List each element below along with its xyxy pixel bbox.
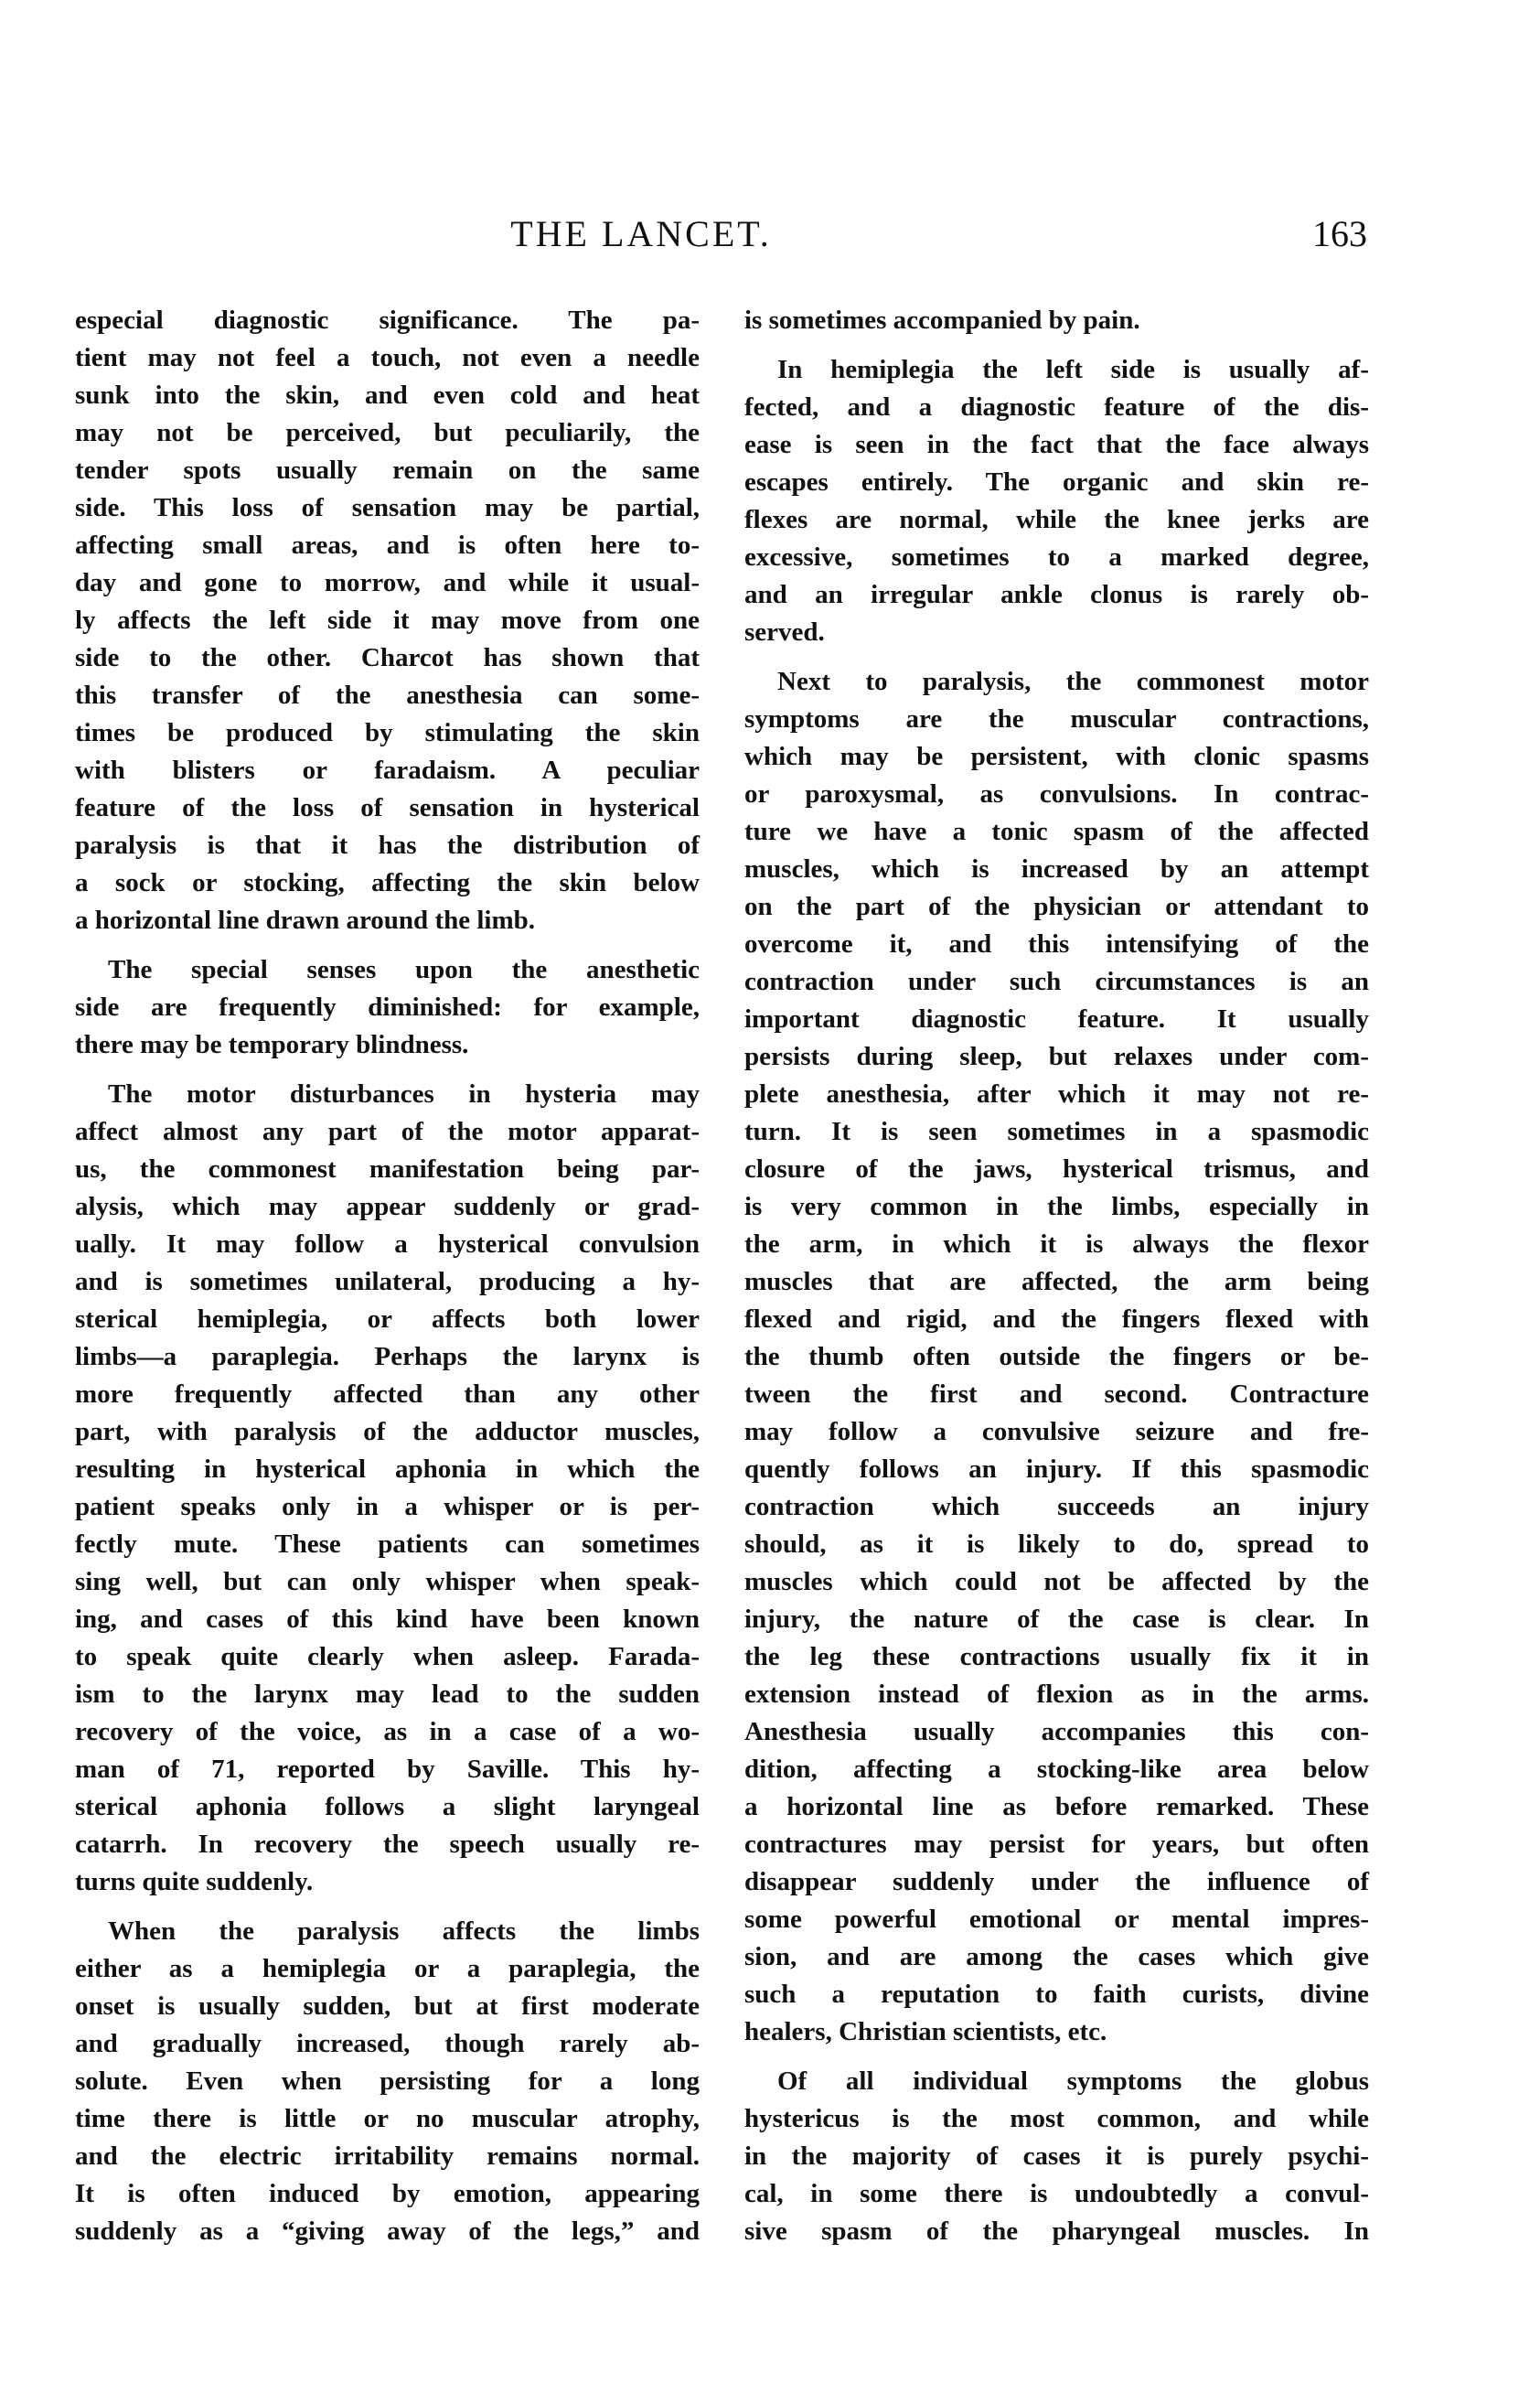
text-line: injury, the nature of the case is clear. In <box>744 1605 1369 1634</box>
text-line: catarrh. In recovery the speech usually re- <box>75 1830 700 1859</box>
text-line: the arm, in which it is always the flexor <box>744 1229 1369 1259</box>
text-line: sterical aphonia follows a slight laryngeal <box>75 1792 700 1821</box>
text-line: is very common in the limbs, especially in <box>744 1192 1369 1221</box>
paragraph <box>75 1076 700 1901</box>
text-line: such a reputation to faith curists, divine <box>744 1980 1369 2009</box>
text-line: fectly mute. These patients can sometimes <box>75 1530 700 1559</box>
paragraph <box>75 302 700 939</box>
text-line: side to the other. Charcot has shown that <box>75 643 700 672</box>
text-line: sterical hemiplegia, or affects both lower <box>75 1304 700 1334</box>
text-line: contractures may persist for years, but often <box>744 1830 1369 1859</box>
text-line: cal, in some there is undoubtedly a convul- <box>744 2179 1369 2208</box>
text-line: day and gone to morrow, and while it usual- <box>75 568 700 597</box>
text-line: tender spots usually remain on the same <box>75 456 700 485</box>
text-line: recovery of the voice, as in a case of a wo- <box>75 1717 700 1746</box>
paragraph <box>75 1913 700 2250</box>
text-line: plete anesthesia, after which it may not re- <box>744 1079 1369 1109</box>
text-line: tween the first and second. Contracture <box>744 1379 1369 1409</box>
text-line: symptoms are the muscular contractions, <box>744 704 1369 734</box>
text-line: which may be persistent, with clonic spasms <box>744 742 1369 771</box>
text-line: It is often induced by emotion, appearing <box>75 2179 700 2208</box>
text-line: ism to the larynx may lead to the sudden <box>75 1680 700 1709</box>
text-line: dition, affecting a stocking-like area below <box>744 1755 1369 1784</box>
running-title: THE LANCET. <box>510 213 772 254</box>
text-line: Next to paralysis, the commonest motor <box>777 667 1369 696</box>
text-line: important diagnostic feature. It usually <box>744 1004 1369 1034</box>
text-line: feature of the loss of sensation in hysterical <box>75 793 700 822</box>
text-line: man of 71, reported by Saville. This hy- <box>75 1755 700 1784</box>
text-line: may not be perceived, but peculiarily, the <box>75 418 700 447</box>
text-line: overcome it, and this intensifying of the <box>744 929 1369 959</box>
text-line: The special senses upon the anesthetic <box>108 955 700 984</box>
text-line: Of all individual symptoms the globus <box>777 2066 1369 2096</box>
text-line: alysis, which may appear suddenly or grad- <box>75 1192 700 1221</box>
text-line: extension instead of flexion as in the arms. <box>744 1680 1369 1709</box>
text-line: solute. Even when persisting for a long <box>75 2066 700 2096</box>
text-line: Anesthesia usually accompanies this con- <box>744 1717 1369 1746</box>
text-line: may follow a convulsive seizure and fre- <box>744 1417 1369 1446</box>
text-line: sunk into the skin, and even cold and heat <box>75 381 700 410</box>
text-line: especial diagnostic significance. The pa- <box>75 306 700 335</box>
text-line: this transfer of the anesthesia can some- <box>75 681 700 710</box>
text-line: The motor disturbances in hysteria may <box>108 1079 700 1109</box>
text-line: to speak quite clearly when asleep. Farada- <box>75 1642 700 1671</box>
text-line: side. This loss of sensation may be partial, <box>75 493 700 522</box>
text-line: ually. It may follow a hysterical convulsion <box>75 1229 700 1259</box>
text-line: suddenly as a “giving away of the legs,” and <box>75 2217 700 2246</box>
text-line: affect almost any part of the motor apparat- <box>75 1117 700 1146</box>
text-line: tient may not feel a touch, not even a needle <box>75 343 700 372</box>
left-column <box>75 302 700 2262</box>
text-line: sive spasm of the pharyngeal muscles. In <box>744 2217 1369 2246</box>
text-line: more frequently affected than any other <box>75 1379 700 1409</box>
text-line: should, as it is likely to do, spread to <box>744 1530 1369 1559</box>
text-line: times be produced by stimulating the skin <box>75 718 700 747</box>
text-line: some powerful emotional or mental impres- <box>744 1905 1369 1934</box>
text-line: ture we have a tonic spasm of the affected <box>744 817 1369 846</box>
text-line: resulting in hysterical aphonia in which the <box>75 1454 700 1484</box>
paragraph <box>744 302 1369 339</box>
text-line: onset is usually sudden, but at first moderate <box>75 1991 700 2021</box>
text-line: closure of the jaws, hysterical trismus, and <box>744 1154 1369 1184</box>
right-column <box>744 302 1369 2262</box>
text-line: escapes entirely. The organic and skin re- <box>744 467 1369 497</box>
text-line: In hemiplegia the left side is usually af- <box>777 355 1369 384</box>
text-line: contraction under such circumstances is an <box>744 967 1369 996</box>
text-line: contraction which succeeds an injury <box>744 1492 1369 1521</box>
text-line: disappear suddenly under the influence of <box>744 1867 1369 1896</box>
text-line: with blisters or faradaism. A peculiar <box>75 756 700 785</box>
text-line: hystericus is the most common, and while <box>744 2104 1369 2133</box>
text-line: and is sometimes unilateral, producing a hy- <box>75 1267 700 1296</box>
text-line: and gradually increased, though rarely ab- <box>75 2029 700 2058</box>
text-line: limbs—a paraplegia. Perhaps the larynx is <box>75 1342 700 1371</box>
text-line: patient speaks only in a whisper or is per- <box>75 1492 700 1521</box>
paragraph <box>744 2063 1369 2250</box>
text-line: either as a hemiplegia or a paraplegia, the <box>75 1954 700 1983</box>
text-line: sion, and are among the cases which give <box>744 1942 1369 1971</box>
text-line: muscles which could not be affected by the <box>744 1567 1369 1596</box>
text-line: a sock or stocking, affecting the skin below <box>75 868 700 897</box>
text-line: flexes are normal, while the knee jerks are <box>744 505 1369 534</box>
text-line: ly affects the left side it may move from one <box>75 606 700 635</box>
text-line: muscles that are affected, the arm being <box>744 1267 1369 1296</box>
text-line: side are frequently diminished: for example, <box>75 993 700 1022</box>
text-line: turn. It is seen sometimes in a spasmodic <box>744 1117 1369 1146</box>
text-line: When the paralysis affects the limbs <box>108 1916 700 1946</box>
page-number: 163 <box>1312 213 1367 254</box>
text-line: ing, and cases of this kind have been known <box>75 1605 700 1634</box>
text-line: us, the commonest manifestation being par- <box>75 1154 700 1184</box>
text-line: in the majority of cases it is purely psychi- <box>744 2141 1369 2171</box>
text-line: or paroxysmal, as convulsions. In contrac- <box>744 779 1369 809</box>
text-line: affecting small areas, and is often here to- <box>75 531 700 560</box>
text-line: turns quite suddenly. <box>75 1867 314 1896</box>
text-line: time there is little or no muscular atrophy, <box>75 2104 700 2133</box>
text-line: quently follows an injury. If this spasmodic <box>744 1454 1369 1484</box>
text-line: persists during sleep, but relaxes under com- <box>744 1042 1369 1071</box>
text-line: a horizontal line drawn around the limb. <box>75 906 535 935</box>
text-line: flexed and rigid, and the fingers flexed with <box>744 1304 1369 1334</box>
text-line: and an irregular ankle clonus is rarely ob- <box>744 580 1369 609</box>
paragraph <box>744 663 1369 2051</box>
text-line: excessive, sometimes to a marked degree, <box>744 542 1369 572</box>
text-line: there may be temporary blindness. <box>75 1030 469 1059</box>
text-line: muscles, which is increased by an attempt <box>744 854 1369 884</box>
text-line: fected, and a diagnostic feature of the dis- <box>744 392 1369 422</box>
paragraph <box>75 951 700 1064</box>
paragraph <box>744 351 1369 651</box>
text-line: served. <box>744 617 825 647</box>
text-line: the thumb often outside the fingers or be- <box>744 1342 1369 1371</box>
text-line: part, with paralysis of the adductor muscles, <box>75 1417 700 1446</box>
text-line: ease is seen in the fact that the face always <box>744 430 1369 459</box>
text-line: is sometimes accompanied by pain. <box>744 306 1140 335</box>
text-line: a horizontal line as before remarked. These <box>744 1792 1369 1821</box>
text-line: the leg these contractions usually fix it in <box>744 1642 1369 1671</box>
text-line: paralysis is that it has the distribution of <box>75 831 700 860</box>
text-line: and the electric irritability remains normal. <box>75 2141 700 2171</box>
text-line: on the part of the physician or attendant to <box>744 892 1369 921</box>
text-line: healers, Christian scientists, etc. <box>744 2017 1107 2046</box>
page-header <box>0 212 1540 258</box>
text-line: sing well, but can only whisper when speak- <box>75 1567 700 1596</box>
